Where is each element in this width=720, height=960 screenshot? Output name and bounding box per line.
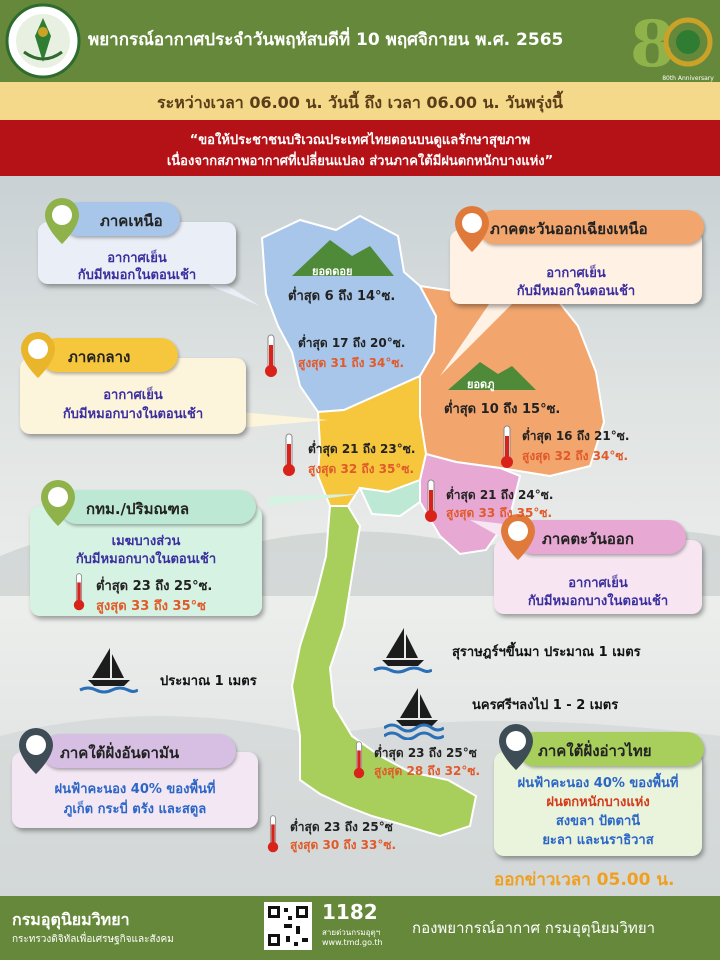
footer-website[interactable]: www.tmd.go.th [322, 938, 383, 947]
qr-code-icon[interactable] [264, 902, 312, 950]
central-line-2: กับมีหมอกบางในตอนเช้า [62, 407, 204, 422]
location-pin-icon [452, 204, 492, 254]
svg-text:8: 8 [630, 7, 675, 82]
south-gulf-line-2: ฝนตกหนักบางแห่ง [546, 795, 650, 810]
boat-rough-sea-icon [384, 684, 444, 740]
anniversary-80-logo [626, 4, 718, 84]
south-andaman-line-2: ภูเก็ต กระบี่ ตรัง และสตูล [63, 802, 207, 817]
footer-hotline: 1182 [322, 900, 378, 924]
footer-hotline-sub: สายด่วนกรมอุตุฯ [322, 928, 381, 937]
footer-division: กองพยากรณ์อากาศ กรมอุตุนิยมวิทยา [412, 919, 656, 937]
peak-northeast-label: ยอดภู [467, 378, 495, 391]
north-line-1: อากาศเย็น [107, 251, 167, 266]
northeast-tag [478, 210, 704, 244]
northeast-min: ต่ำสุด 16 ถึง 21°ซ. [522, 429, 630, 443]
northeast-line-2: กับมีหมอกในตอนเช้า [516, 284, 636, 299]
south-gulf-name: ภาคใต้ฝั่งอ่าวไทย [538, 742, 652, 760]
south-andaman-name: ภาคใต้ฝั่งอันดามัน [60, 744, 180, 762]
south-andaman-min: ต่ำสุด 23 ถึง 25°ซ [290, 820, 393, 834]
east-min: ต่ำสุด 21 ถึง 24°ซ. [446, 488, 554, 502]
tmd-logo [2, 2, 84, 80]
footer-dept: กรมอุตุนิยมวิทยา [12, 910, 130, 929]
bangkok-line-1: เมฆบางส่วน [111, 534, 181, 549]
location-pin-icon [18, 330, 58, 380]
south-gulf-min: ต่ำสุด 23 ถึง 25°ซ [374, 746, 477, 760]
east-line-1: อากาศเย็น [568, 576, 628, 591]
thermometer-icon [266, 814, 280, 854]
south-andaman-line-1: ฝนฟ้าคะนอง 40% ของพื้นที่ [54, 782, 216, 797]
boat-icon [372, 624, 432, 674]
south-andaman-max: สูงสุด 30 ถึง 33°ซ. [290, 838, 397, 852]
central-min: ต่ำสุด 21 ถึง 23°ซ. [308, 442, 416, 456]
footer-ministry: กระทรวงดิจิทัลเพื่อเศรษฐกิจและสังคม [12, 934, 174, 945]
bangkok-tag [60, 490, 256, 524]
south-andaman-tag [42, 734, 236, 768]
page-title: พยากรณ์อากาศประจำวันพฤหัสบดีที่ 10 พฤศจิกายน พ.ศ. 2565 [88, 30, 564, 50]
northeast-line-1: อากาศเย็น [546, 266, 606, 281]
peak-north-label: ยอดดอย [312, 265, 353, 278]
east-name: ภาคตะวันออก [542, 530, 634, 548]
bangkok-min: ต่ำสุด 23 ถึง 25°ซ. [96, 579, 213, 594]
east-tag [516, 520, 686, 554]
north-min: ต่ำสุด 17 ถึง 20°ซ. [298, 336, 406, 350]
east-max: สูงสุด 33 ถึง 35°ซ. [446, 506, 553, 520]
north-max: สูงสุด 31 ถึง 34°ซ. [298, 356, 405, 370]
south-gulf-tag [518, 732, 704, 766]
northeast-peak-min: ต่ำสุด 10 ถึง 15°ซ. [444, 402, 561, 417]
boat-icon [78, 644, 138, 694]
location-pin-icon [42, 196, 82, 246]
issued-time: ออกข่าวเวลา 05.00 น. [494, 870, 675, 890]
wave-gulf-north: สุราษฎร์ฯขึ้นมา ประมาณ 1 เมตร [452, 645, 641, 660]
south-gulf-line-1: ฝนฟ้าคะนอง 40% ของพื้นที่ [517, 776, 679, 791]
thermometer-icon [264, 333, 278, 379]
thermometer-icon [500, 424, 514, 470]
northeast-name: ภาคตะวันออกเฉียงเหนือ [490, 220, 648, 238]
location-pin-icon [16, 726, 56, 776]
south-gulf-max: สูงสุด 28 ถึง 32°ซ. [374, 764, 481, 778]
bangkok-max: สูงสุด 33 ถึง 35°ซ [96, 599, 206, 614]
thermometer-icon [72, 572, 86, 612]
central-max: สูงสุด 32 ถึง 35°ซ. [308, 462, 415, 476]
north-peak-min: ต่ำสุด 6 ถึง 14°ซ. [288, 289, 396, 304]
northeast-max: สูงสุด 32 ถึง 34°ซ. [522, 449, 629, 463]
north-name: ภาคเหนือ [100, 212, 163, 230]
location-pin-icon [38, 478, 78, 528]
svg-text:80th Anniversary: 80th Anniversary [662, 75, 714, 82]
thermometer-icon [424, 478, 438, 524]
south-gulf-line-3: สงขลา ปัตตานี [555, 814, 641, 829]
location-pin-icon [496, 722, 536, 772]
thermometer-icon [282, 432, 296, 478]
central-line-1: อากาศเย็น [103, 388, 163, 403]
notice-line-1: “ขอให้ประชาชนบริเวณประเทศไทยตอนบนดูแลรักษาสุขภาพ [189, 133, 531, 148]
south-gulf-line-4: ยะลา และนราธิวาส [542, 833, 654, 848]
bangkok-name: กทม./ปริมณฑล [86, 500, 190, 518]
bangkok-line-2: กับมีหมอกบางในตอนเช้า [75, 552, 217, 567]
north-line-2: กับมีหมอกในตอนเช้า [77, 268, 197, 283]
notice-line-2: เนื่องจากสภาพอากาศที่เปลี่ยนแปลง ส่วนภาคใต้มีฝนตกหนักบางแห่ง” [166, 154, 554, 169]
east-line-2: กับมีหมอกบางในตอนเช้า [527, 594, 669, 609]
forecast-period: ระหว่างเวลา 06.00 น. วันนี้ ถึง เวลา 06.00 น. วันพรุ่งนี้ [157, 93, 563, 112]
thermometer-icon [352, 740, 366, 780]
wave-gulf-south: นครศรีฯลงไป 1 - 2 เมตร [472, 698, 619, 713]
central-name: ภาคกลาง [68, 348, 131, 366]
central-tag [40, 338, 178, 372]
wave-andaman: ประมาณ 1 เมตร [160, 674, 257, 689]
